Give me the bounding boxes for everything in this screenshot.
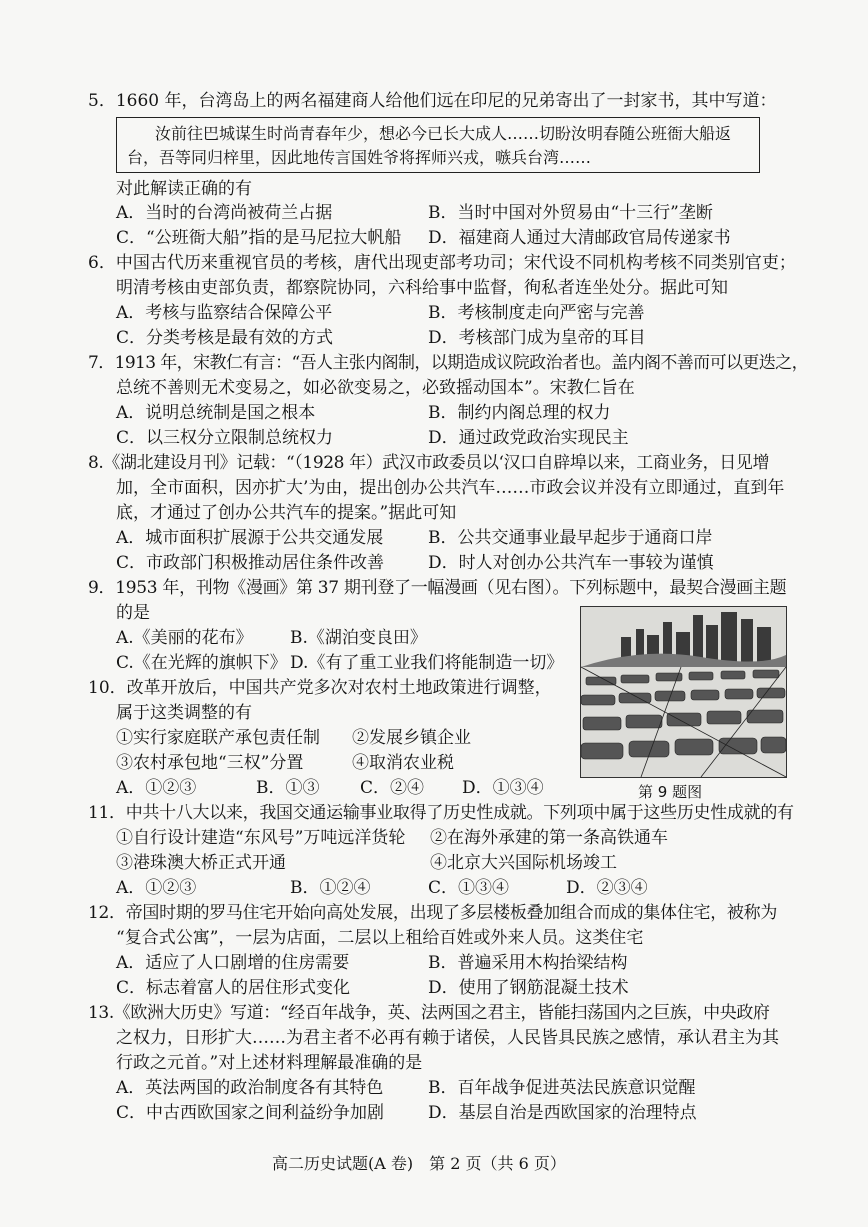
q9-line-1: 9．1953 年，刊物《漫画》第 37 期刊登了一幅漫画（见右图）。下列标题中，最契合漫画主题 xyxy=(88,578,787,598)
q7-option-a: A．说明总统制是国之根本 xyxy=(116,403,316,423)
q8-option-d: D．时人对创办公共汽车一事较为谨慎 xyxy=(428,553,714,573)
q10-line-2: 属于这类调整的有 xyxy=(116,703,252,723)
q9-option-b: B.《湖泊变良田》 xyxy=(290,628,427,648)
q9-option-a: A.《美丽的花布》 xyxy=(116,628,253,648)
q5-option-a: A．当时的台湾尚被荷兰占据 xyxy=(116,203,333,223)
q5-option-b: B．当时中国对外贸易由“十三行”垄断 xyxy=(428,203,713,223)
q13-line-1: 13.《欧洲大历史》写道：“经百年战争，英、法两国之君主，皆能扫荡国内之巨族，中央政府 xyxy=(88,1003,770,1023)
q11-item-3: ③港珠澳大桥正式开通 xyxy=(116,853,286,873)
q6-option-b: B．考核制度走向严密与完善 xyxy=(428,303,645,323)
q13-option-d: D．基层自治是西欧国家的治理特点 xyxy=(428,1103,697,1123)
q5-quote-line-1: 汝前往巴城谋生时尚青春年少，想必今已长大成人……切盼汝明春随公班衙大船返 xyxy=(155,124,732,143)
q5-quote-box xyxy=(116,117,760,173)
q6-option-d: D．考核部门成为皇帝的耳目 xyxy=(428,328,646,348)
q6-option-c: C．分类考核是最有效的方式 xyxy=(116,328,334,348)
q10-line-1: 10．改革开放后，中国共产党多次对农村土地政策进行调整， xyxy=(88,678,552,698)
q12-option-b: B．普遍采用木构抬梁结构 xyxy=(428,953,628,973)
q9-option-c: C.《在光辉的旗帜下》 xyxy=(116,653,287,673)
q11-option-c: C．①③④ xyxy=(428,878,510,898)
q6-line-2: 明清考核由吏部负责，都察院协同，六科给事中监督，徇私者连坐处分。据此可知 xyxy=(116,278,728,298)
q11-item-1: ①自行设计建造“东风号”万吨远洋货轮 xyxy=(116,828,406,848)
q5-option-c: C．“公班衙大船”指的是马尼拉大帆船 xyxy=(116,228,402,248)
q12-line-1: 12．帝国时期的罗马住宅开始向高处发展，出现了多层楼板叠加组合而成的集体住宅，被称为 xyxy=(88,903,778,923)
q11-item-4: ④北京大兴国际机场竣工 xyxy=(430,853,617,873)
q10-item-1: ①实行家庭联产承包责任制 xyxy=(116,728,320,748)
q8-line-3: 底，才通过了创办公共汽车的提案。”据此可知 xyxy=(116,503,457,523)
q11-option-b: B．①②④ xyxy=(290,878,371,898)
q10-item-2: ②发展乡镇企业 xyxy=(352,728,471,748)
q5-stem-2: 对此解读正确的有 xyxy=(116,179,252,199)
q13-option-b: B．百年战争促进英法民族意识觉醒 xyxy=(428,1078,696,1098)
q9-cartoon-image xyxy=(580,606,787,778)
q9-option-d: D.《有了重工业我们将能制造一切》 xyxy=(290,653,564,673)
q11-option-a: A．①②③ xyxy=(116,878,197,898)
q7-option-d: D．通过政党政治实现民主 xyxy=(428,428,629,448)
q6-option-a: A．考核与监察结合保障公平 xyxy=(116,303,333,323)
q10-option-d: D．①③④ xyxy=(462,778,544,798)
q10-item-3: ③农村承包地“三权”分置 xyxy=(116,753,304,773)
page-footer: 高二历史试题(A 卷) 第 2 页（共 6 页） xyxy=(272,1154,566,1173)
q7-option-c: C．以三权分立限制总统权力 xyxy=(116,428,334,448)
q13-option-c: C．中古西欧国家之间利益纷争加剧 xyxy=(116,1103,385,1123)
q6-line-1: 6．中国古代历来重视官员的考核，唐代出现吏部考功司；宋代设不同机构考核不同类别官吏； xyxy=(88,253,796,273)
q11-line-1: 11．中共十八大以来，我国交通运输事业取得了历史性成就。下列项中属于这些历史性成就的有 xyxy=(88,803,794,823)
q13-line-2: 之权力，日形扩大……为君主者不必再有赖于诸侯，人民皆具民族之感情，承认君主为其 xyxy=(116,1028,779,1048)
q5-quote-line-2: 台，吾等同归梓里，因此地传言国姓爷将挥师兴戎，嗾兵台湾…… xyxy=(127,148,592,167)
q10-option-b: B．①③ xyxy=(256,778,320,798)
q7-line-2: 总统不善则无术变易之，如必欲变易之，必致摇动国本”。宋教仁旨在 xyxy=(116,378,635,398)
q12-option-d: D．使用了钢筋混凝土技术 xyxy=(428,978,629,998)
q8-line-2: 加，全市面积，因亦扩大’为由，提出创办公共汽车……市政会议并没有立即通过，直到年 xyxy=(116,478,785,498)
q11-item-2: ②在海外承建的第一条高铁通车 xyxy=(430,828,668,848)
q10-option-a: A．①②③ xyxy=(116,778,197,798)
q7-line-1: 7．1913 年，宋教仁有言：“吾人主张内阁制，以期造成议院政治者也。盖内阁不善而可以更迭之， xyxy=(88,353,808,373)
q8-option-a: A．城市面积扩展源于公共交通发展 xyxy=(116,528,384,548)
q13-option-a: A．英法两国的政治制度各有其特色 xyxy=(116,1078,384,1098)
q13-line-3: 行政之元首。”对上述材料理解最准确的是 xyxy=(116,1053,423,1073)
q5-stem: 5．1660 年，台湾岛上的两名福建商人给他们远在印尼的兄弟寄出了一封家书，其中写道： xyxy=(88,91,777,111)
q5-option-d: D．福建商人通过大清邮政官局传递家书 xyxy=(428,228,731,248)
q9-line-2: 的是 xyxy=(116,603,150,623)
q11-option-d: D．②③④ xyxy=(566,878,648,898)
q8-option-c: C．市政部门积极推动居住条件改善 xyxy=(116,553,385,573)
q12-option-c: C．标志着富人的居住形式变化 xyxy=(116,978,351,998)
q10-option-c: C．②④ xyxy=(360,778,425,798)
q10-item-4: ④取消农业税 xyxy=(352,753,454,773)
q12-line-2: “复合式公寓”，一层为店面，二层以上租给百姓或外来人员。这类住宅 xyxy=(116,928,644,948)
q7-option-b: B．制约内阁总理的权力 xyxy=(428,403,611,423)
q12-option-a: A．适应了人口剧增的住房需要 xyxy=(116,953,350,973)
cartoon-illustration xyxy=(581,607,786,777)
q9-figure-caption: 第 9 题图 xyxy=(638,783,703,801)
q8-option-b: B．公共交通事业最早起步于通商口岸 xyxy=(428,528,713,548)
q8-line-1: 8.《湖北建设月刊》记载：“（1928 年）武汉市政委员以‘汉口自辟埠以来，工商业务，日见增 xyxy=(88,453,770,473)
